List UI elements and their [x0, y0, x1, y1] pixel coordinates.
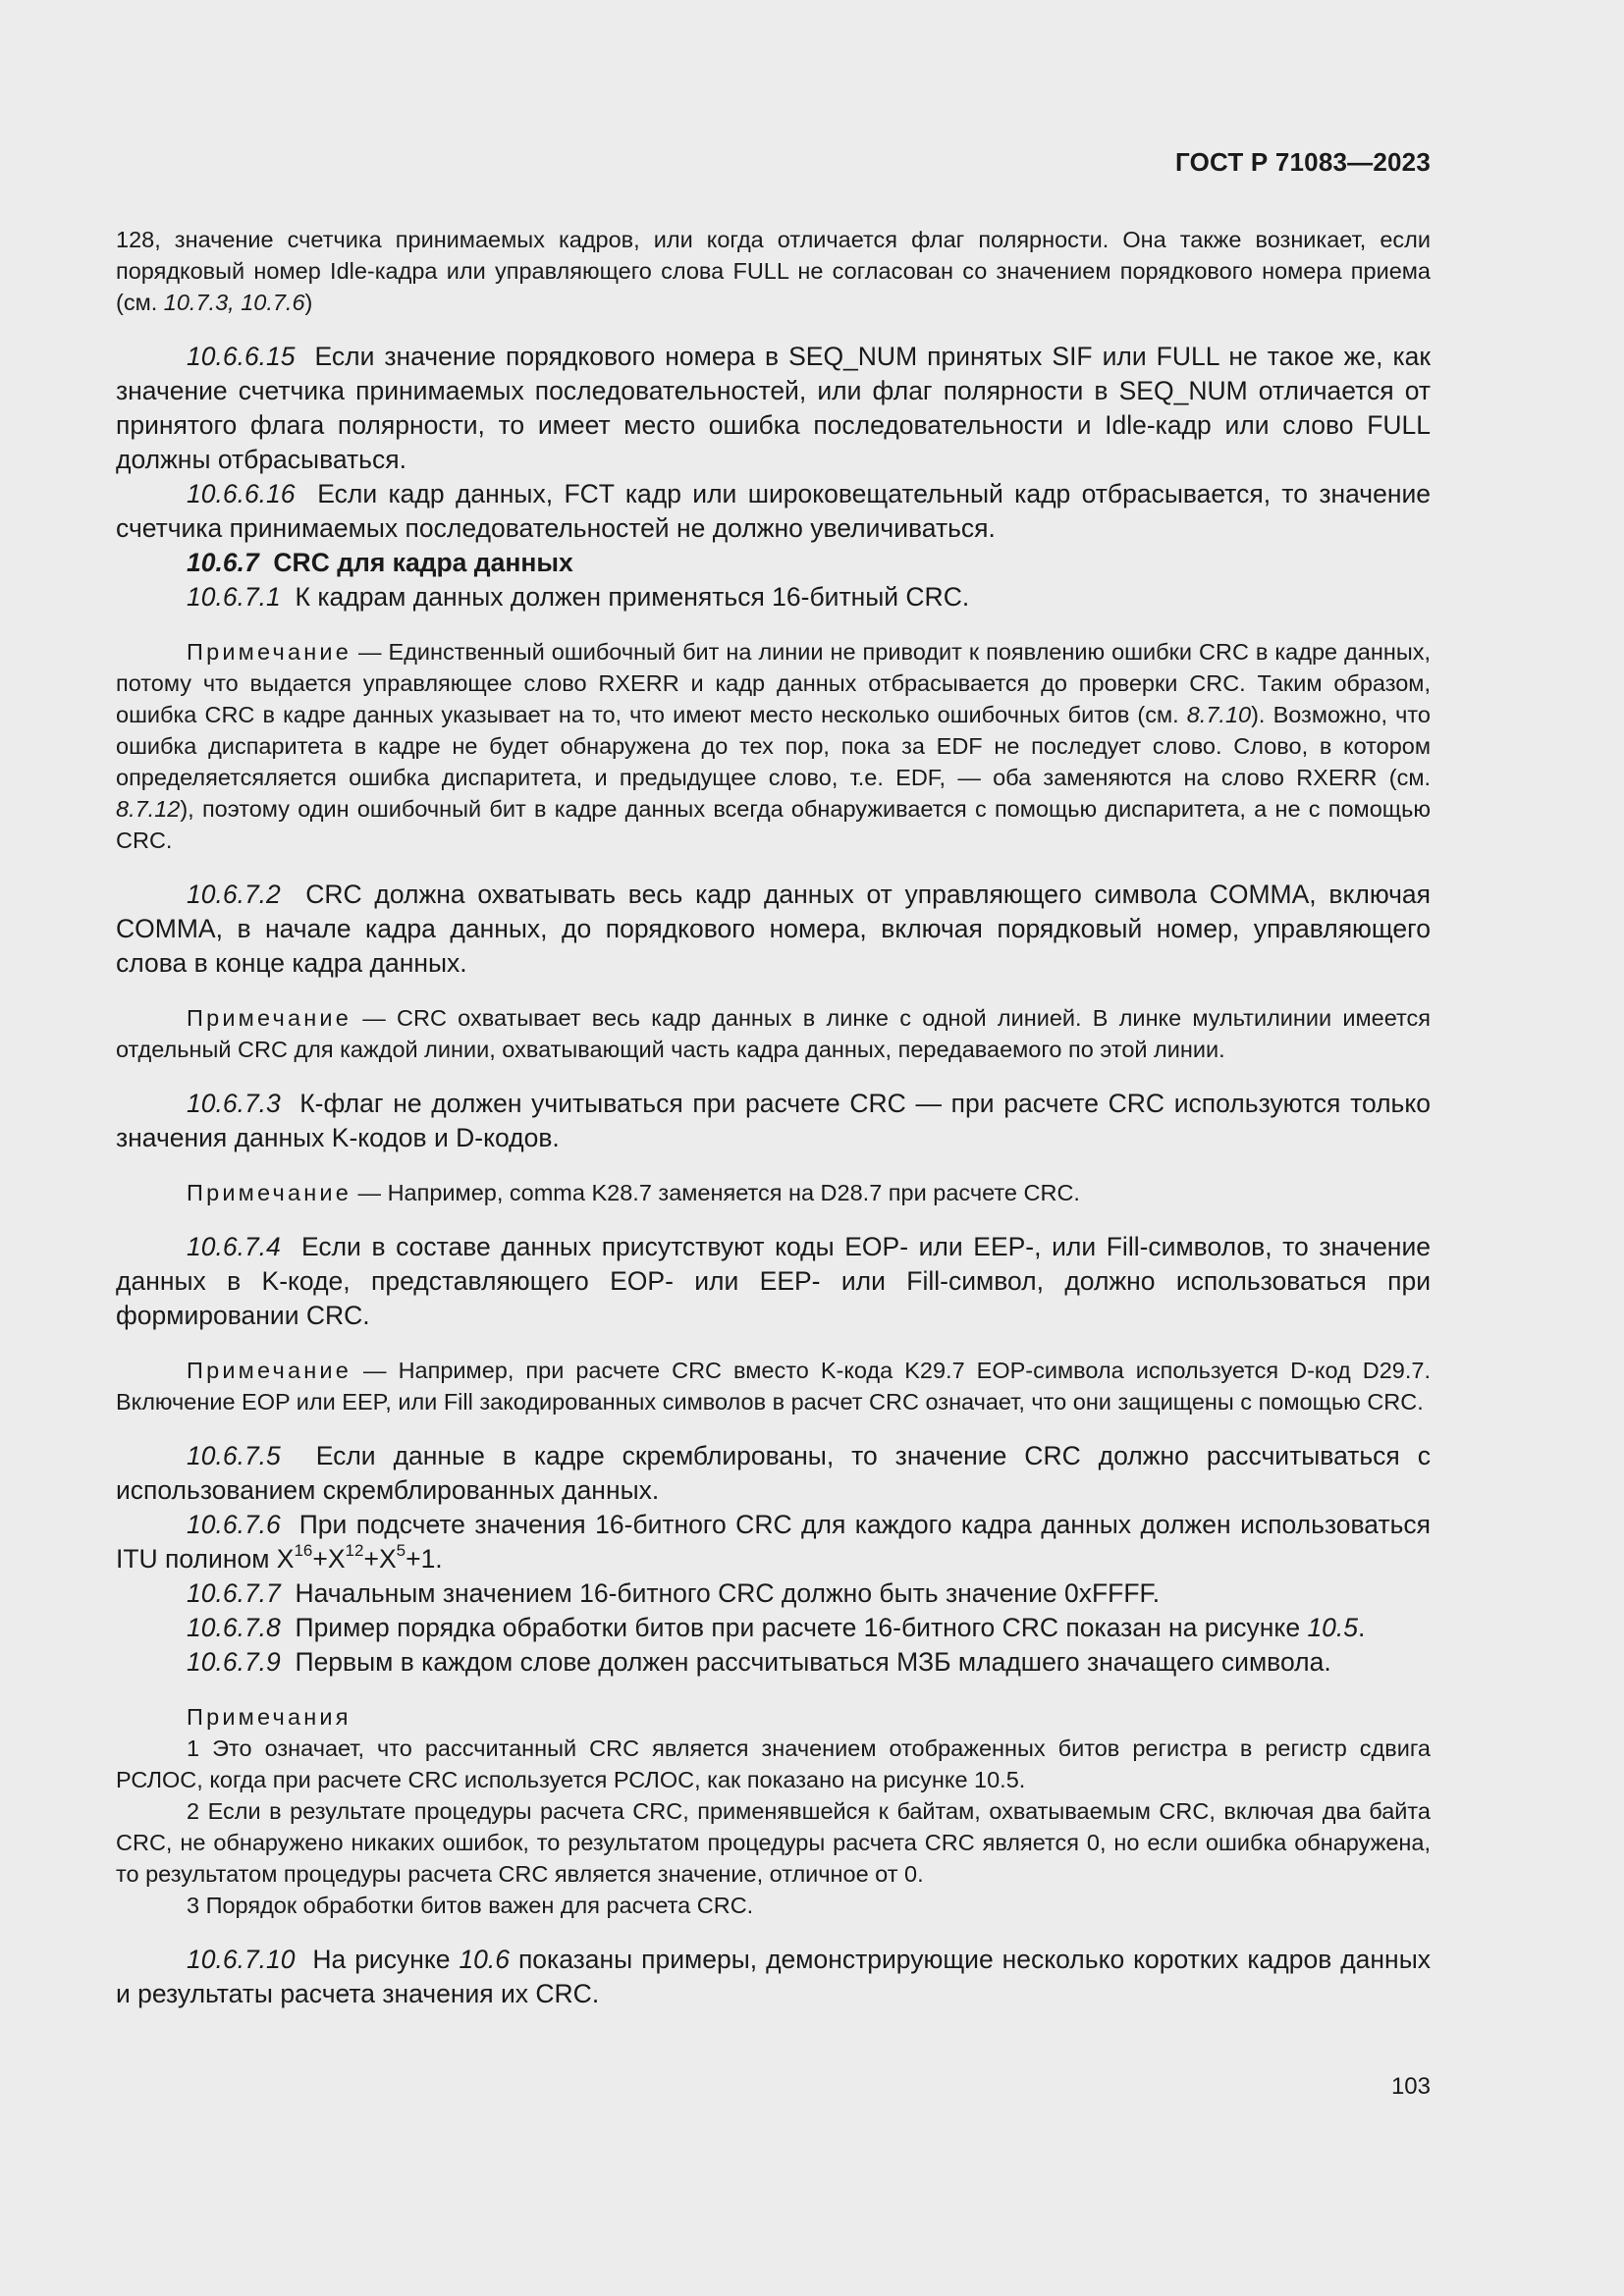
note-item: 2 Если в результате процедуры расчета CRC, применявшейся к байтам, охватываемым CRC, включая два байта CRC, не обнаружено никаких ошибок, то результатом процедуры расчета CRC является 0, но если ошибка обнаружена, то результатом процедуры расчета CRC является значение, отличное от 0. [116, 1798, 1431, 1887]
clause-text: . [1358, 1613, 1366, 1642]
clause-number: 10.6.7.7 [187, 1578, 281, 1608]
note-label: Примечание [187, 1358, 352, 1383]
note-text: — Единственный ошибочный бит на линии не приводит к появлению ошибки CRC в кадре данных, потому что выдается управляющее слово RXERR и кадр данных отбрасывается до проверки CRC. Таким образом, ошибка CRC в кадре данных указывает на то, что имеют место несколько ошибочных битов (см. [116, 639, 1431, 727]
section-title: CRC для кадра данных [273, 548, 573, 577]
clause-number: 10.6.7.6 [187, 1510, 281, 1539]
note-label: Примечание [187, 1005, 352, 1031]
section-number: 10.6.7 [187, 548, 259, 577]
poly-exponent: 12 [345, 1541, 364, 1561]
clause-text: Если данные в кадре скремблированы, то значение CRC должно рассчитываться с использованием скремблированных данных. [116, 1441, 1431, 1505]
poly-term: +1. [406, 1544, 443, 1574]
clause-10-6-6-15 [116, 340, 1431, 477]
section-heading-10-6-7 [116, 546, 1431, 580]
clause-10-6-7-10 [116, 1943, 1431, 2011]
poly-exponent: 5 [396, 1541, 406, 1561]
note-3 [116, 1177, 1431, 1208]
page-body [116, 224, 1431, 2011]
clause-text: Если в составе данных присутствуют коды EOP- или EEP-, или Fill-символов, то значение данных в K-коде, представляющего EOP- или EEP- или Fill-символ, должно использоваться при формировании CRC. [116, 1232, 1431, 1330]
note-4 [116, 1355, 1431, 1417]
note-text: ), поэтому один ошибочный бит в кадре данных всегда обнаруживается с помощью диспаритета, а не с помощью CRC. [116, 796, 1431, 853]
clause-10-6-7-9 [116, 1645, 1431, 1680]
clause-number: 10.6.7.10 [187, 1945, 296, 1974]
poly-term: +X [363, 1544, 397, 1574]
clause-number: 10.6.7.3 [187, 1089, 281, 1118]
clause-text: При подсчете значения 16-битного CRC для каждого кадра данных должен использоваться ITU полином [116, 1510, 1431, 1574]
clause-text: К-флаг не должен учитываться при расчете CRC — при расчете CRC используются только значения данных K-кодов и D-кодов. [116, 1089, 1431, 1152]
note-text: — CRC охватывает весь кадр данных в линке с одной линией. В линке мультилинии имеется отдельный CRC для каждой линии, охватывающий часть кадра данных, передаваемого по этой линии. [116, 1005, 1431, 1062]
continued-paragraph [116, 224, 1431, 318]
note-label: Примечание [187, 639, 352, 665]
clause-text: На рисунке [312, 1945, 460, 1974]
clause-text: Пример порядка обработки битов при расчете 16-битного CRC показан на рисунке [295, 1613, 1308, 1642]
clause-10-6-7-5 [116, 1439, 1431, 1508]
paragraph-text: 128, значение счетчика принимаемых кадров, или когда отличается флаг полярности. Она также возникает, если порядковый номер Idle-кадра или управляющего слова FULL не согласован со значением порядкового номера приема (см. [116, 227, 1431, 315]
clause-text: Если кадр данных, FCT кадр или широковещательный кадр отбрасывается, то значение счетчика принимаемых последовательностей не должно увеличиваться. [116, 479, 1431, 543]
clause-number: 10.6.6.16 [187, 479, 296, 508]
notes-block [116, 1701, 1431, 1921]
clause-10-6-7-4 [116, 1230, 1431, 1333]
clause-number: 10.6.7.5 [187, 1441, 281, 1470]
notes-label: Примечания [187, 1704, 352, 1730]
note-text: ). Возможно, что ошибка диспаритета в кадре не будет обнаружена до тех пор, пока за EDF не последует слово. Слово, в котором определяетсяляется ошибка диспаритета, и предыдущее слово, т.е. EDF, — оба заменяются на слово RXERR (см. [116, 702, 1431, 790]
poly-exponent: 16 [294, 1541, 313, 1561]
note-text: — Например, при расчете CRC вместо K-кода K29.7 EOP-символа используется D-код D29.7. Включение EOP или EEP, или Fill закодированных символов в расчет CRC означает, что они защищены с помощью CRC. [116, 1358, 1431, 1415]
polynomial [276, 1541, 443, 1574]
clause-text: показаны примеры, демонстрирующие несколько коротких кадров данных и результаты расчета значения их CRC. [116, 1945, 1431, 2008]
note-2 [116, 1002, 1431, 1065]
clause-10-6-7-6 [116, 1508, 1431, 1576]
clause-text: К кадрам данных должен применяться 16-битный CRC. [295, 582, 970, 612]
poly-term: X [276, 1544, 295, 1574]
clause-text: Если значение порядкового номера в SEQ_NUM принятых SIF или FULL не такое же, как значение счетчика принимаемых последовательностей, или флаг полярности в SEQ_NUM отличается от принятого флага полярности, то имеет место ошибка последовательности и Idle-кадр или слово FULL должны отбрасываться. [116, 342, 1431, 474]
page-number: 103 [1390, 2073, 1431, 2100]
note-item: 3 Порядок обработки битов важен для расчета CRC. [187, 1893, 754, 1918]
paragraph-text: ) [304, 290, 313, 315]
clause-10-6-6-16 [116, 477, 1431, 546]
clause-10-6-7-8 [116, 1611, 1431, 1645]
cross-reference[interactable]: 10.6 [459, 1945, 511, 1974]
clause-number: 10.6.6.15 [187, 342, 296, 371]
clause-number: 10.6.7.4 [187, 1232, 281, 1261]
clause-10-6-7-7 [116, 1576, 1431, 1611]
note-label: Примечание [187, 1180, 352, 1205]
note-1 [116, 636, 1431, 856]
clause-10-6-7-1 [116, 580, 1431, 614]
cross-reference[interactable]: 10.5 [1307, 1613, 1359, 1642]
clause-10-6-7-3 [116, 1087, 1431, 1155]
poly-term: +X [312, 1544, 346, 1574]
cross-reference[interactable]: 8.7.10 [1186, 702, 1252, 727]
note-text: — Например, comma K28.7 заменяется на D28.7 при расчете CRC. [352, 1180, 1080, 1205]
clause-number: 10.6.7.2 [187, 880, 281, 909]
clause-10-6-7-2 [116, 878, 1431, 981]
clause-text: Первым в каждом слове должен рассчитываться МЗБ младшего значащего символа. [295, 1647, 1331, 1677]
clause-text: Начальным значением 16-битного CRC должно быть значение 0xFFFF. [295, 1578, 1161, 1608]
clause-number: 10.6.7.9 [187, 1647, 281, 1677]
cross-reference[interactable]: 8.7.12 [116, 796, 181, 822]
clause-number: 10.6.7.8 [187, 1613, 281, 1642]
note-item: 1 Это означает, что рассчитанный CRC является значением отображенных битов регистра в регистр сдвига РСЛОС, когда при расчете CRC используется РСЛОС, как показано на рисунке 10.5. [116, 1735, 1431, 1792]
clause-text: CRC должна охватывать весь кадр данных от управляющего символа COMMA, включая COMMA, в начале кадра данных, до порядкового номера, включая порядковый номер, управляющего слова в конце кадра данных. [116, 880, 1432, 978]
cross-reference[interactable]: 10.7.3, 10.7.6 [163, 290, 305, 315]
document-header: ГОСТ Р 71083—2023 [1175, 147, 1431, 177]
clause-number: 10.6.7.1 [187, 582, 281, 612]
